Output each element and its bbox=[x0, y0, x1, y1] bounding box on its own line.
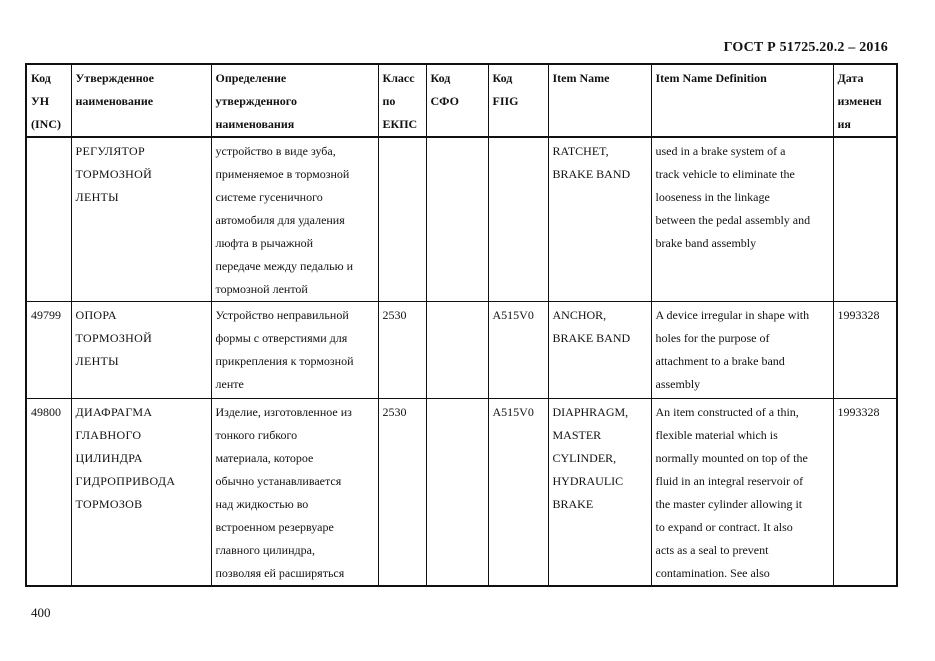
cell-code: 49800 bbox=[26, 399, 71, 587]
header-code-inc: Код УН (INC) bbox=[26, 64, 71, 137]
cell-date: 1993328 bbox=[833, 302, 897, 399]
cell-definition: Изделие, изготовленное из тонкого гибкого материала, которое обычно устанавливается над жидкостью во встроенном резервуаре главного цилиндра, позволяя ей расширяться bbox=[211, 399, 378, 587]
cell-fiig bbox=[488, 137, 548, 302]
header-sfo: Код СФО bbox=[426, 64, 488, 137]
cell-item-name: ANCHOR, BRAKE BAND bbox=[548, 302, 651, 399]
cell-name: ДИАФРАГМА ГЛАВНОГО ЦИЛИНДРА ГИДРОПРИВОДА ТОРМОЗОВ bbox=[71, 399, 211, 587]
cell-class bbox=[378, 137, 426, 302]
cell-name: ОПОРА ТОРМОЗНОЙ ЛЕНТЫ bbox=[71, 302, 211, 399]
cell-class: 2530 bbox=[378, 302, 426, 399]
header-class: Класс по ЕКПС bbox=[378, 64, 426, 137]
cell-fiig: A515V0 bbox=[488, 302, 548, 399]
cell-date bbox=[833, 137, 897, 302]
page-number: 400 bbox=[31, 605, 51, 620]
header-item-name: Item Name bbox=[548, 64, 651, 137]
header-approved-name: Утвержденное наименование bbox=[71, 64, 211, 137]
cell-sfo bbox=[426, 302, 488, 399]
document-code: ГОСТ Р 51725.20.2 – 2016 bbox=[723, 40, 888, 55]
table-row bbox=[26, 399, 897, 587]
header-item-definition: Item Name Definition bbox=[651, 64, 833, 137]
cell-item-definition: An item constructed of a thin, flexible material which is normally mounted on top of the fluid in an integral reservoir of the master cylinder allowing it to expand or contract. It also acts as a seal to prevent contamination. See also bbox=[651, 399, 833, 587]
cell-name: РЕГУЛЯТОР ТОРМОЗНОЙ ЛЕНТЫ bbox=[71, 137, 211, 302]
cell-code bbox=[26, 137, 71, 302]
cell-item-definition: A device irregular in shape with holes for the purpose of attachment to a brake band assembly bbox=[651, 302, 833, 399]
cell-item-name: RATCHET, BRAKE BAND bbox=[548, 137, 651, 302]
cell-class: 2530 bbox=[378, 399, 426, 587]
cell-date: 1993328 bbox=[833, 399, 897, 587]
cell-code: 49799 bbox=[26, 302, 71, 399]
table-row bbox=[26, 302, 897, 399]
nomenclature-table bbox=[25, 63, 898, 587]
cell-item-name: DIAPHRAGM, MASTER CYLINDER, HYDRAULIC BRAKE bbox=[548, 399, 651, 587]
cell-item-definition: used in a brake system of a track vehicle to eliminate the looseness in the linkage between the pedal assembly and brake band assembly bbox=[651, 137, 833, 302]
header-fiig: Код FIIG bbox=[488, 64, 548, 137]
cell-sfo bbox=[426, 399, 488, 587]
table-header bbox=[26, 64, 897, 137]
cell-definition: устройство в виде зуба, применяемое в тормозной системе гусеничного автомобиля для удаления люфта в рычажной передаче между педалью и тормозной лентой bbox=[211, 137, 378, 302]
cell-fiig: A515V0 bbox=[488, 399, 548, 587]
header-change-date: Дата изменен ия bbox=[833, 64, 897, 137]
header-definition: Определение утвержденного наименования bbox=[211, 64, 378, 137]
cell-sfo bbox=[426, 137, 488, 302]
cell-definition: Устройство неправильной формы с отверстиями для прикрепления к тормозной ленте bbox=[211, 302, 378, 399]
table-row bbox=[26, 137, 897, 302]
